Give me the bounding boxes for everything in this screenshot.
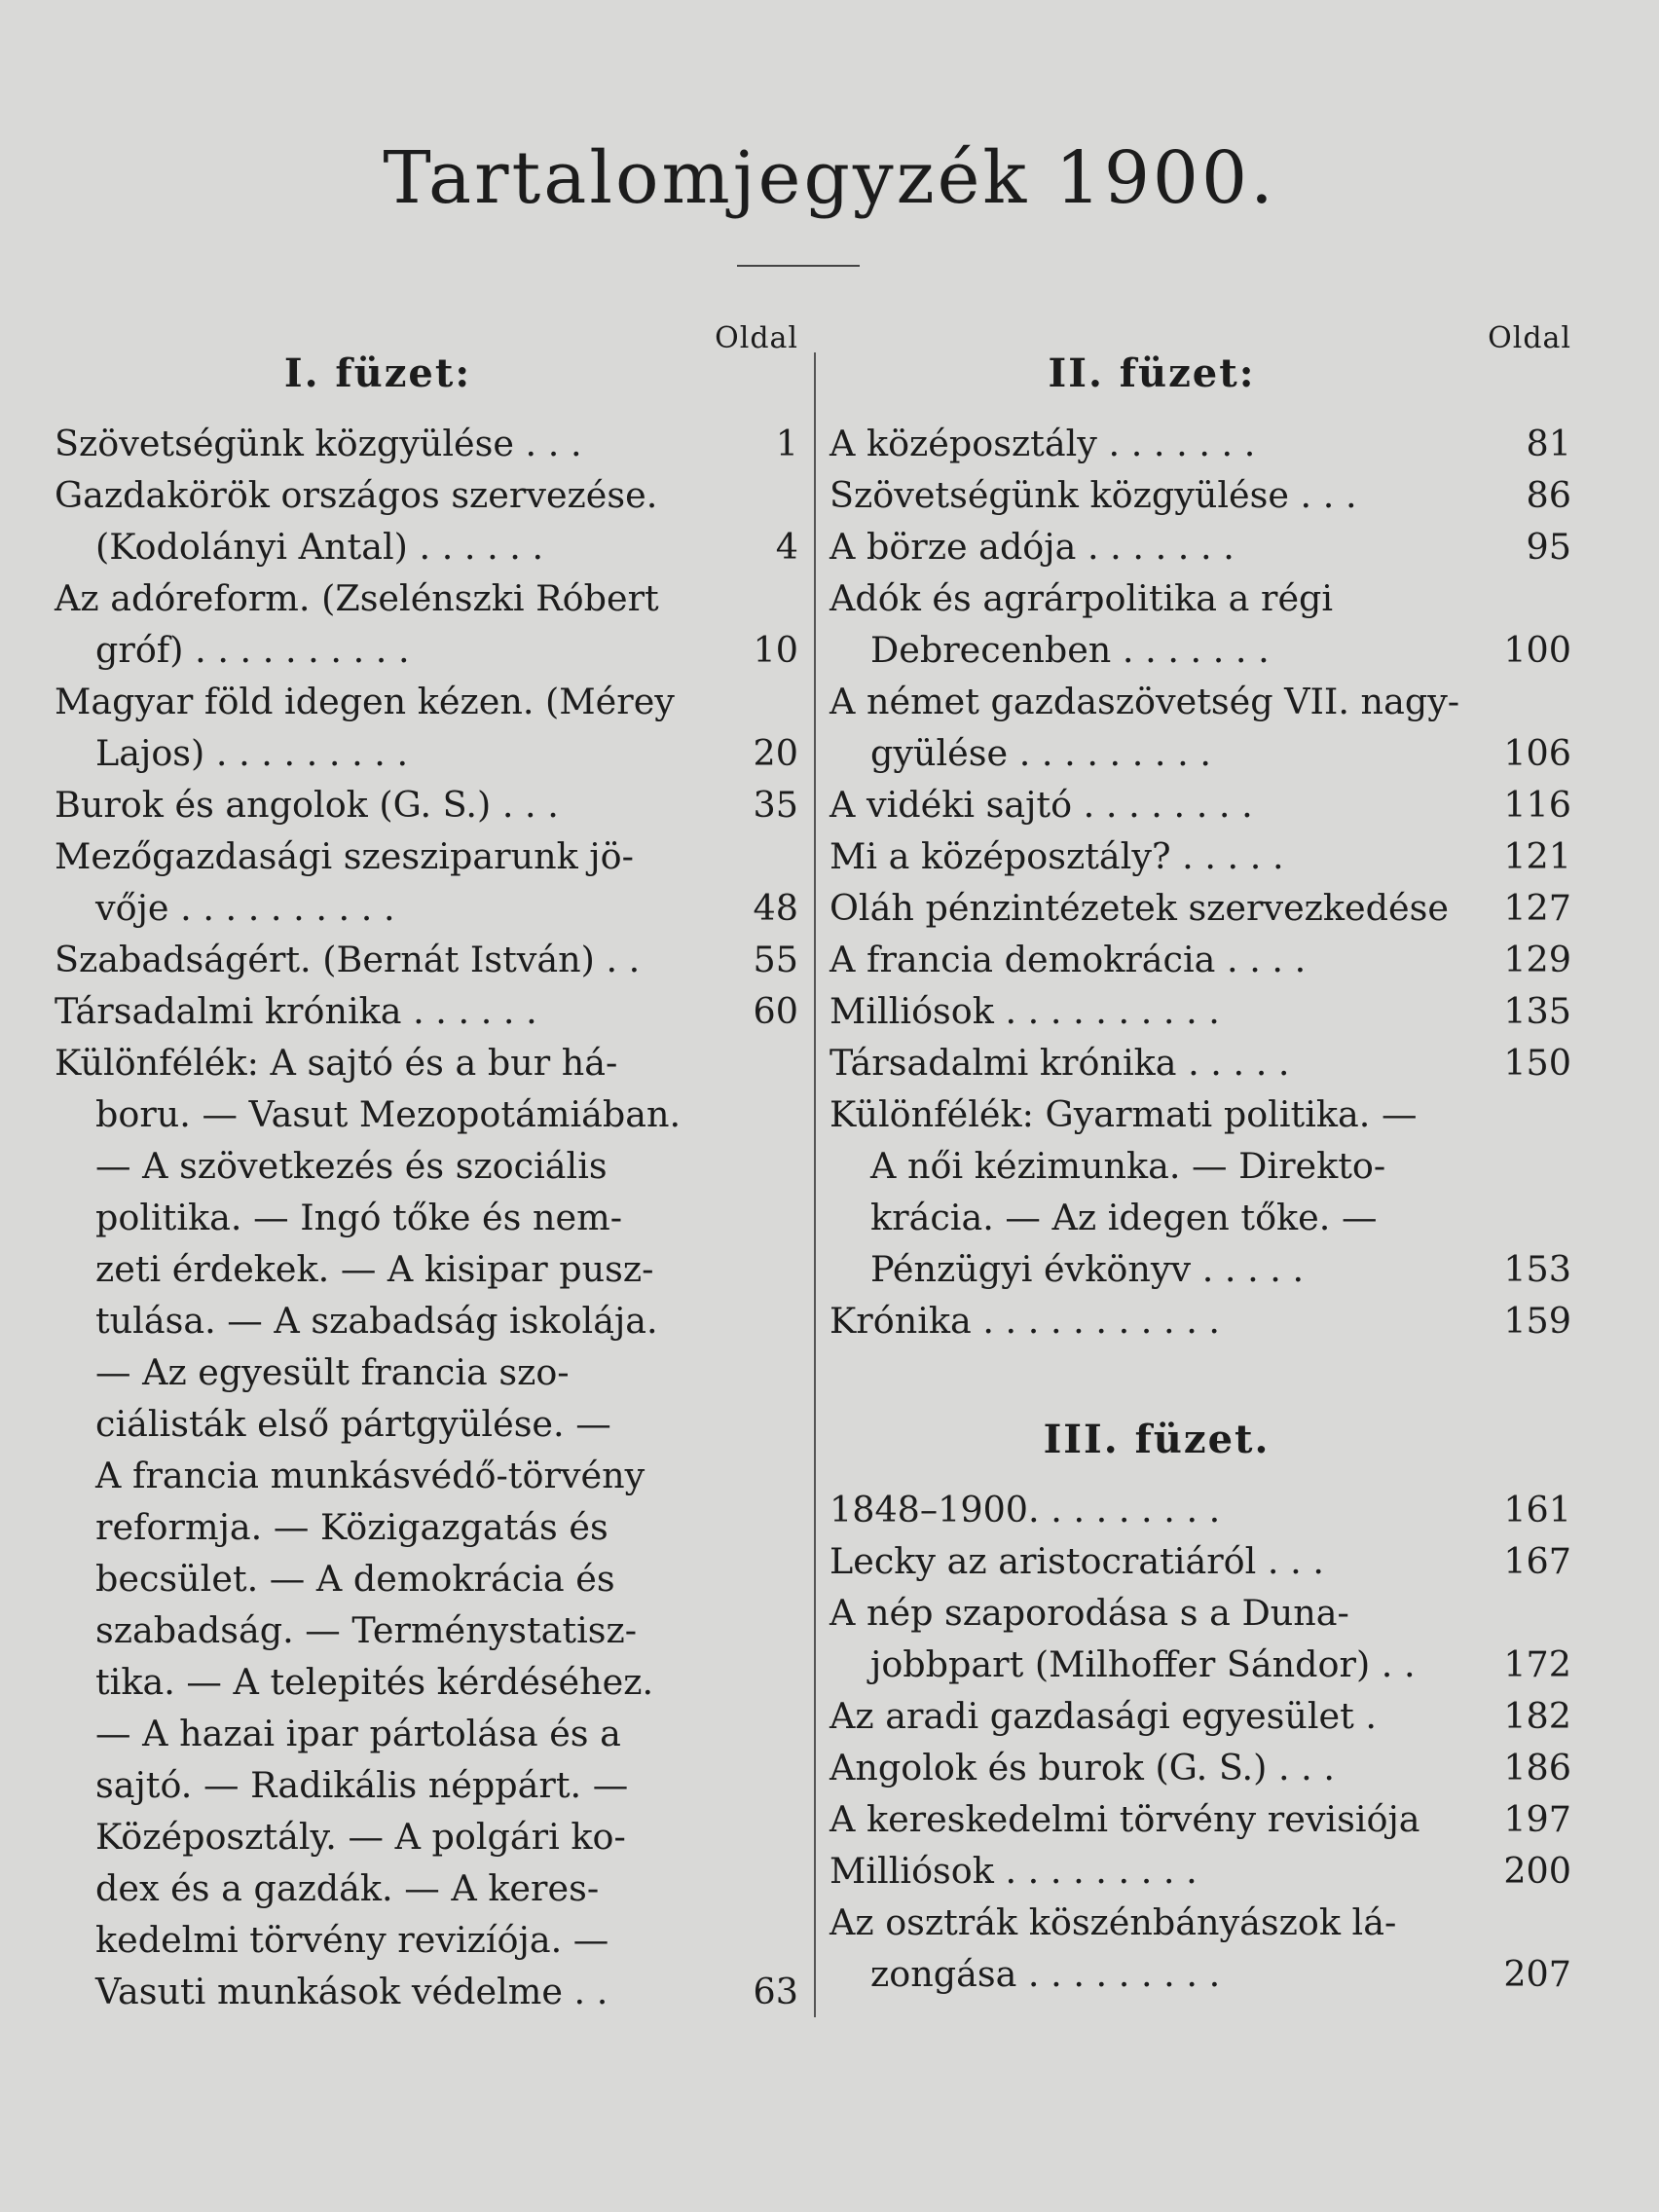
toc-entry-page: 63	[753, 1971, 798, 2012]
toc-entry-title	[830, 1535, 1484, 1587]
toc-entry-line: Angolok és burok (G. S.) . . .	[830, 1747, 1335, 1788]
toc-entry-line: becsület. — A demokrácia és	[95, 1558, 615, 1600]
toc-entry-line: Lajos) . . . . . . . . .	[95, 732, 409, 774]
toc-entry-line: A kereskedelmi törvény revisiója	[830, 1798, 1420, 1840]
toc-entry-title	[830, 1742, 1484, 1793]
right-page-label: Oldal	[1488, 321, 1571, 355]
toc-entry-title	[830, 1897, 1484, 2000]
toc-entry-line: Burok és angolok (G. S.) . . .	[55, 784, 559, 826]
toc-entry-line: Társadalmi krónika . . . . . .	[55, 990, 537, 1032]
toc-entry	[55, 830, 798, 934]
toc-entry	[830, 985, 1571, 1037]
toc-entry-line: Milliósok . . . . . . . . . .	[830, 990, 1220, 1032]
toc-entry	[830, 1690, 1571, 1742]
toc-entry	[55, 418, 798, 469]
toc-entry-page: 150	[1503, 1042, 1571, 1084]
toc-entry-page: 161	[1503, 1489, 1571, 1530]
toc-entry-line: — A szövetkezés és szociális	[95, 1145, 608, 1187]
toc-entry-page: 10	[753, 629, 798, 671]
toc-entry	[830, 1535, 1571, 1587]
right-column	[830, 321, 1571, 2000]
toc-entry-title	[55, 469, 711, 572]
toc-entry	[830, 934, 1571, 985]
toc-entry-page: 197	[1503, 1798, 1571, 1840]
toc-entry	[55, 676, 798, 779]
toc-entry-line: Szövetségünk közgyülése . . .	[55, 423, 582, 464]
toc-entry-line: — Az egyesült francia szo-	[95, 1351, 570, 1393]
toc-entry-page: 60	[753, 990, 798, 1032]
toc-entry-line: A középosztály . . . . . . .	[830, 423, 1256, 464]
toc-entry-line: Középosztály. — A polgári ko-	[95, 1816, 626, 1858]
toc-entry-page: 207	[1503, 1953, 1571, 1995]
toc-entry-page: 1	[775, 423, 798, 464]
toc-entry-page: 121	[1503, 835, 1571, 877]
toc-entry-line: vője . . . . . . . . . .	[95, 887, 395, 929]
toc-entry-title	[830, 934, 1484, 985]
toc-entry-title	[830, 1690, 1484, 1742]
toc-entry-line: (Kodolányi Antal) . . . . . .	[95, 526, 544, 568]
toc-entry-page: 200	[1503, 1850, 1571, 1892]
toc-entry-line: Gazdakörök országos szervezése.	[55, 474, 658, 516]
toc-entry-line: tulása. — A szabadság iskolája.	[95, 1300, 658, 1342]
toc-entry-line: — A hazai ipar pártolása és a	[95, 1713, 621, 1754]
toc-entry-line: ciálisták első pártgyülése. —	[95, 1403, 611, 1445]
toc-entry-line: Magyar föld idegen kézen. (Mérey	[55, 681, 675, 722]
toc-entry-title	[55, 418, 711, 469]
toc-entry-page: 153	[1503, 1248, 1571, 1290]
toc-entry-line: krácia. — Az idegen tőke. —	[870, 1197, 1378, 1238]
toc-entry-title	[830, 572, 1484, 676]
toc-entry-line: sajtó. — Radikális néppárt. —	[95, 1764, 629, 1806]
toc-entry-page: 20	[753, 732, 798, 774]
toc-entry-line: zeti érdekek. — A kisipar pusz-	[95, 1248, 654, 1290]
toc-entry-title	[830, 985, 1484, 1037]
toc-entry-line: A börze adója . . . . . . .	[830, 526, 1235, 568]
toc-entry-line: szabadság. — Terménystatisz-	[95, 1609, 638, 1651]
toc-entry-page: 81	[1526, 423, 1571, 464]
toc-entry-line: kedelmi törvény revizíója. —	[95, 1919, 609, 1961]
toc-entry	[55, 985, 798, 1037]
section-heading-1: I. füzet:	[283, 350, 472, 396]
toc-entry-page: 116	[1503, 784, 1571, 826]
toc-entry-title	[55, 985, 711, 1037]
toc-entry	[830, 1484, 1571, 1535]
toc-entry-title	[830, 1484, 1484, 1535]
toc-entry	[830, 572, 1571, 676]
toc-entry-page: 135	[1503, 990, 1571, 1032]
toc-entry-line: Oláh pénzintézetek szervezkedése	[830, 887, 1449, 929]
toc-entry	[830, 1793, 1571, 1845]
toc-entry	[830, 1845, 1571, 1897]
toc-entry-page: 182	[1503, 1695, 1571, 1737]
left-column	[55, 321, 798, 2017]
toc-entry	[830, 1742, 1571, 1793]
toc-entry-line: Mi a középosztály? . . . . .	[830, 835, 1284, 877]
toc-entry-page: 55	[753, 939, 798, 980]
toc-entry	[830, 1037, 1571, 1088]
toc-entry-title	[830, 469, 1484, 521]
toc-entry-line: Az aradi gazdasági egyesület .	[830, 1695, 1377, 1737]
toc-entry-page: 48	[753, 887, 798, 929]
toc-entry-line: jobbpart (Milhoffer Sándor) . .	[870, 1643, 1416, 1685]
toc-entry-title	[55, 676, 711, 779]
toc-entry-page: 4	[775, 526, 798, 568]
title-divider	[737, 265, 860, 267]
toc-entry-line: Debrecenben . . . . . . .	[870, 629, 1270, 671]
toc-entry-line: Társadalmi krónika . . . . .	[830, 1042, 1290, 1084]
toc-entry	[830, 521, 1571, 572]
toc-entry-title	[830, 830, 1484, 882]
toc-entry	[830, 1295, 1571, 1346]
toc-entry	[55, 934, 798, 985]
toc-entry-line: Szabadságért. (Bernát István) . .	[55, 939, 641, 980]
toc-entry-page: 95	[1526, 526, 1571, 568]
toc-entry-line: Vasuti munkások védelme . .	[95, 1971, 608, 2012]
toc-list-3	[830, 1484, 1571, 2000]
toc-entry-line: 1848–1900. . . . . . . . .	[830, 1489, 1221, 1530]
toc-entry-line: gyülése . . . . . . . . .	[870, 732, 1211, 774]
toc-entry-line: zongása . . . . . . . . .	[870, 1953, 1221, 1995]
toc-entry-line: Különfélék: A sajtó és a bur há-	[55, 1042, 618, 1084]
toc-entry	[55, 469, 798, 572]
toc-entry-line: Pénzügyi évkönyv . . . . .	[870, 1248, 1305, 1290]
toc-entry-line: dex és a gazdák. — A keres-	[95, 1867, 600, 1909]
toc-entry	[830, 1088, 1571, 1295]
toc-entry-title	[55, 779, 711, 830]
toc-entry	[830, 1587, 1571, 1690]
column-divider	[814, 352, 816, 2017]
toc-entry-line: Az adóreform. (Zselénszki Róbert	[55, 577, 659, 619]
toc-entry	[830, 1897, 1571, 2000]
toc-entry-line: Az osztrák köszénbányászok lá-	[830, 1901, 1397, 1943]
page-title: Tartalomjegyzék 1900.	[383, 136, 1276, 220]
toc-entry-page: 186	[1503, 1747, 1571, 1788]
toc-entry-title	[830, 1088, 1484, 1295]
toc-entry	[830, 830, 1571, 882]
toc-entry-line: tika. — A telepités kérdéséhez.	[95, 1661, 654, 1703]
section-heading-2: II. füzet:	[1048, 350, 1256, 396]
left-page-label: Oldal	[715, 321, 798, 355]
toc-entry-page: 167	[1503, 1540, 1571, 1582]
toc-entry-title	[55, 830, 711, 934]
toc-entry-line: A vidéki sajtó . . . . . . . .	[830, 784, 1253, 826]
toc-entry-line: reformja. — Közigazgatás és	[95, 1506, 608, 1548]
toc-entry	[55, 1037, 798, 2017]
toc-entry-line: A francia demokrácia . . . .	[830, 939, 1307, 980]
toc-entry-page: 127	[1503, 887, 1571, 929]
toc-entry-page: 35	[753, 784, 798, 826]
toc-entry-line: boru. — Vasut Mezopotámiában.	[95, 1093, 682, 1135]
toc-entry-line: A nép szaporodása s a Duna-	[830, 1592, 1349, 1634]
toc-entry-line: Lecky az aristocratiáról . . .	[830, 1540, 1324, 1582]
toc-entry-page: 172	[1503, 1643, 1571, 1685]
toc-entry-title	[830, 1793, 1484, 1845]
toc-entry-title	[55, 1037, 711, 2017]
toc-list-2	[830, 418, 1571, 1346]
toc-entry-line: Milliósok . . . . . . . . .	[830, 1850, 1198, 1892]
toc-entry-line: Szövetségünk közgyülése . . .	[830, 474, 1357, 516]
toc-entry-page: 100	[1503, 629, 1571, 671]
toc-entry	[55, 779, 798, 830]
toc-entry-page: 86	[1526, 474, 1571, 516]
toc-entry	[830, 469, 1571, 521]
toc-entry-line: Adók és agrárpolitika a régi	[830, 577, 1334, 619]
toc-entry-title	[830, 779, 1484, 830]
toc-entry-line: gróf) . . . . . . . . . .	[95, 629, 410, 671]
toc-entry	[830, 676, 1571, 779]
section-heading-3: III. füzet.	[1043, 1417, 1271, 1462]
toc-entry-line: A francia munkásvédő-törvény	[95, 1455, 645, 1496]
toc-entry-title	[830, 882, 1484, 934]
toc-entry-title	[830, 1587, 1484, 1690]
toc-entry-line: Különfélék: Gyarmati politika. —	[830, 1093, 1418, 1135]
toc-entry-line: A német gazdaszövetség VII. nagy-	[830, 681, 1460, 722]
toc-entry-line: Krónika . . . . . . . . . . .	[830, 1300, 1221, 1342]
toc-entry	[830, 418, 1571, 469]
toc-entry-title	[55, 934, 711, 985]
toc-entry-title	[830, 521, 1484, 572]
toc-list-1	[55, 418, 798, 2017]
toc-entry-title	[830, 1037, 1484, 1088]
toc-entry-page: 106	[1503, 732, 1571, 774]
toc-entry-title	[55, 572, 711, 676]
toc-entry-title	[830, 1845, 1484, 1897]
toc-entry	[55, 572, 798, 676]
toc-entry-line: A női kézimunka. — Direkto-	[870, 1145, 1386, 1187]
toc-entry	[830, 779, 1571, 830]
toc-entry-title	[830, 1295, 1484, 1346]
toc-entry	[830, 882, 1571, 934]
toc-entry-line: politika. — Ingó tőke és nem-	[95, 1197, 623, 1238]
toc-entry-title	[830, 418, 1484, 469]
toc-entry-page: 159	[1503, 1300, 1571, 1342]
toc-entry-page: 129	[1503, 939, 1571, 980]
toc-entry-title	[830, 676, 1484, 779]
toc-entry-line: Mezőgazdasági szesziparunk jö-	[55, 835, 634, 877]
